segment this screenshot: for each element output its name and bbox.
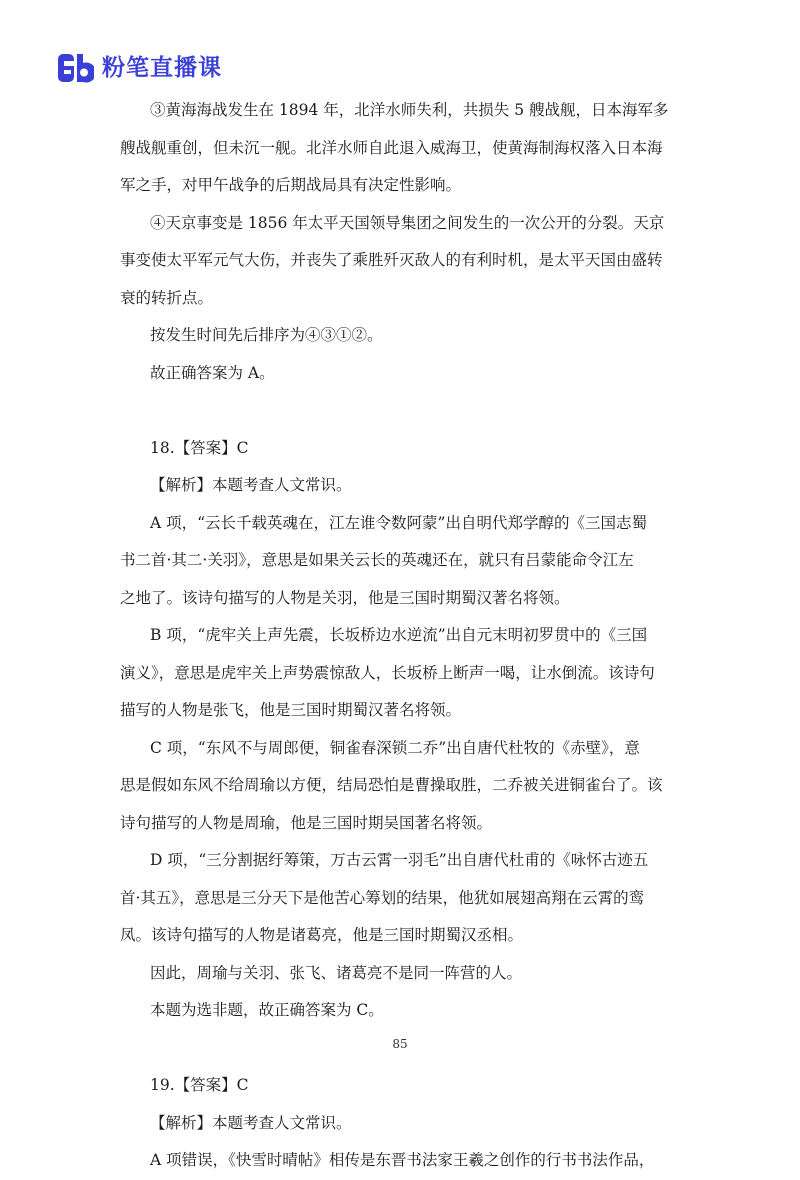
paragraph-line: 衰的转折点。 (120, 288, 214, 307)
question-answer-heading: 19.【答案】C (150, 1076, 249, 1094)
paragraph-line: ④天京事变是 1856 年太平天国领导集团之间发生的一次公开的分裂。天京 (150, 213, 665, 232)
paragraph-line: 军之手，对甲午战争的后期战局具有决定性影响。 (120, 176, 462, 194)
paragraph-line: C 项，“东风不与周郎便，铜雀春深锁二乔”出自唐代杜牧的《赤壁》，意 (150, 738, 640, 757)
page-number: 85 (392, 1037, 408, 1051)
paragraph-line: 凤。该诗句描写的人物是诸葛亮，他是三国时期蜀汉丞相。 (120, 926, 524, 944)
paragraph-line: 思是假如东风不给周瑜以方便，结局恐怕是曹操取胜，二乔被关进铜雀台了。该 (120, 776, 663, 794)
paragraph-line: 诗句描写的人物是周瑜，他是三国时期吴国著名将领。 (120, 813, 493, 832)
question-answer-heading: 18.【答案】C (150, 438, 249, 457)
paragraph-line: ③黄海海战发生在 1894 年，北洋水师失利，共损失 5 艘战舰，日本海军多 (150, 101, 669, 119)
answer-statement: 本题为选非题，故正确答案为 C。 (150, 1001, 384, 1019)
brand-logo (58, 51, 222, 85)
document-body (120, 92, 680, 1180)
paragraph-line: D 项，“三分割据纡筹策，万古云霄一羽毛”出自唐代杜甫的《咏怀古迹五 (150, 851, 649, 869)
brand-name: 粉笔直播课 (102, 55, 222, 81)
paragraph-line: B 项，“虎牢关上声先震，长坂桥边水逆流”出自元末明初罗贯中的《三国 (150, 626, 648, 644)
paragraph-line: 因此，周瑜与关羽、张飞、诸葛亮不是同一阵营的人。 (150, 963, 523, 982)
paragraph-line: 事变使太平军元气大伤，并丧失了乘胜歼灭敌人的有利时机，是太平天国由盛转 (120, 251, 663, 269)
paragraph-line: 首·其五》，意思是三分天下是他苦心筹划的结果，他犹如展翅高翔在云霄的鸾 (120, 888, 645, 907)
analysis-heading: 【解析】本题考查人文常识。 (150, 476, 352, 494)
paragraph-line: 之地了。该诗句描写的人物是关羽，他是三国时期蜀汉著名将领。 (120, 588, 570, 607)
fb-logo-icon (58, 53, 94, 83)
order-summary: 按发生时间先后排序为④③①②。 (150, 326, 383, 344)
paragraph-line: 艘战舰重创，但未沉一舰。北洋水师自此退入威海卫，使黄海制海权落入日本海 (120, 138, 663, 157)
section-gap (120, 392, 680, 430)
paragraph-line: 描写的人物是张飞，他是三国时期蜀汉著名将领。 (120, 701, 462, 719)
analysis-heading: 【解析】本题考查人文常识。 (150, 1113, 352, 1132)
paragraph-line: A 项错误，《快雪时晴帖》相传是东晋书法家王羲之创作的行书书法作品， (150, 1151, 655, 1169)
answer-statement: 故正确答案为 A。 (150, 363, 275, 382)
paragraph-line: 书二首·其二·关羽》，意思是如果关云长的英魂还在，就只有吕蒙能命令江左 (120, 551, 634, 569)
paragraph-line: 演义》，意思是虎牢关上声势震惊敌人，长坂桥上断声一喝，让水倒流。该诗句 (120, 663, 655, 682)
paragraph-line: A 项，“云长千载英魂在，江左谁令数阿蒙”出自明代郑学醇的《三国志蜀 (150, 513, 647, 532)
